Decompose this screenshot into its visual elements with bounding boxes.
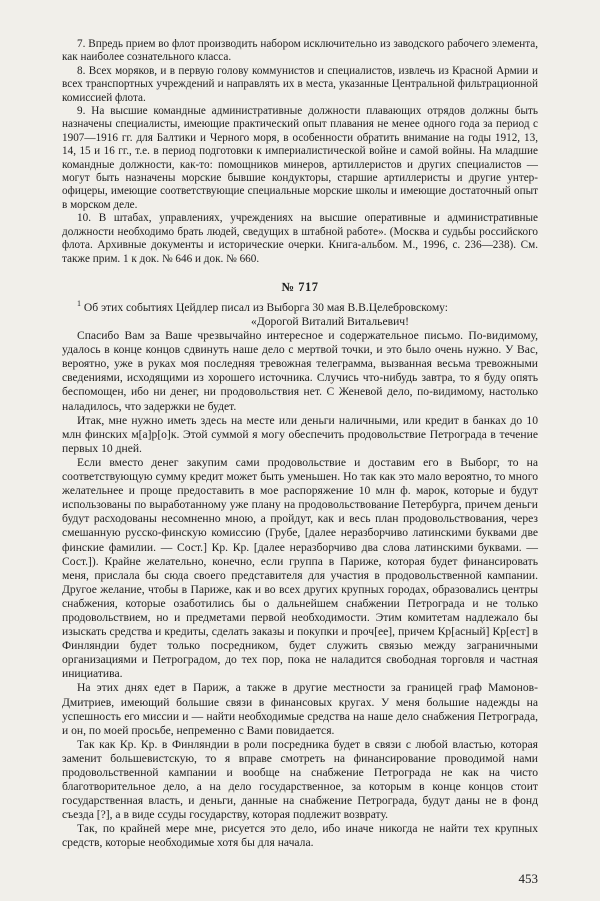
note-paragraph: 9. На высшие командные административные должности плавающих отрядов должны быть назначены специалисты, имеющие практический опыт плавания не менее одного года за период с 1907—1916 гг. для Балтики и Черного моря, в особенности обратить внимание на годы 1912, 13, 14, 15 и 16 гг., т.е. в период подготовки к империалистической войне и самой войны. На младшие командные должности, как-то: помощников минеров, артиллеристов и других специалистов — могут быть назначены морские бывшие кондукторы, старшие артиллеристы и другие унтер-офицеры, имеющие соответствующие специальные морские школы и имеющие достаточный опыт в морском деле. (62, 105, 538, 211)
letter-paragraph: Если вместо денег закупим сами продовольствие и доставим его в Выборг, то на соответствующую сумму кредит может быть уменьшен. Но так как это мало вероятно, то много желательнее и проще предоставить в мое распоряжение 10 млн ф. марок, которые и будут использованы по выработанному уже плану на продовольствование Петербурга, причем деньги будут расходованы несомненно мною, а пройдут, как и весь план продовольствования, через смешанную русско-финскую комиссию (Грубе, [далее неразборчиво латинскими буквами две финские фамилии. — Сост.] Кр. Кр. [далее неразборчиво два слова латинскими буквами. — Сост.]). Крайне желательно, конечно, если группа в Париже, которая будет финансировать меня, прислала бы сюда своего представителя для участия в продовольственной кампании. Другое желание, чтобы в Париже, как и во всех других крупных городах, образовались центры снабжения, которые озаботились бы о дальнейшем снабжении Петрограда и не только продовольствием, но и предметами первой необходимости. Этим комитетам надлежало бы изыскать средства и кредиты, сделать заказы и покупки и проч[ее], причем Кр[асный] Кр[ест] в Финляндии будет только посредником, будет служить связью между заграничными организациями и Петроградом, до тех пор, пока не наладится свободная торговля и частная инициатива. (62, 455, 538, 681)
letter-paragraph: Спасибо Вам за Ваше чрезвычайно интересное и содержательное письмо. По-видимому, удалось в конце концов сдвинуть наше дело с мертвой точки, и это было очень нужно. У Вас, вероятно, уже в руках моя последняя тревожная телеграмма, вызванная весьма тревожными сведениями, исходящими из хорошего источника. Случись что-нибудь завтра, то я буду опять беспомощен, ибо ни денег, ни продовольствия нет. С Женевой дело, по-видимому, настолько наладилось, что задержки не будет. (62, 329, 538, 413)
document-heading: № 717 (281, 279, 319, 294)
notes-section (62, 38, 538, 266)
note-paragraph: 7. Впредь прием во флот производить набором исключительно из заводского рабочего элемента, как наиболее сознательного класса. (62, 38, 538, 64)
page-number: 453 (518, 871, 538, 886)
letter-paragraph: Итак, мне нужно иметь здесь на месте или деньги наличными, или кредит в банках до 10 млн финских м[а]р[о]к. Этой суммой я могу обеспечить продовольствие Петрограда в течение первых 10 дней. (62, 413, 538, 455)
note-paragraph: 8. Всех моряков, и в первую голову коммунистов и специалистов, извлечь из Красной Армии и всех транспортных учреждений и направлять их в места, указанные Центральной фильтрационной комиссией флота. (62, 64, 538, 104)
note-paragraph: 10. В штабах, управлениях, учреждениях на высшие оперативные и административные должности необходимо брать людей, сведущих в штабной работе». (Москва и судьбы российского флота. Архивные документы и исторические очерки. Книга-альбом. М., 1996, с. 236—238). См. также прим. 1 к док. № 646 и док. № 660. (62, 212, 538, 265)
main-text (62, 301, 538, 851)
letter-paragraph: На этих днях едет в Париж, а также в другие местности за границей граф Мамонов-Дмитриев, имеющий большие связи в финансовых кругах. У меня большие надежды на успешность его миссии и — найти необходимые средства на наше дело снабжения Петрограда, и он, по моей просьбе, непременно с Вами повидается. (62, 681, 538, 737)
intro-paragraph (62, 301, 538, 315)
salutation: «Дорогой Виталий Витальевич! (251, 315, 409, 328)
letter-paragraph: Так как Кр. Кр. в Финляндии в роли посредника будет в связи с любой властью, которая заменит большевистскую, то я вправе смотреть на финансирование проводимой нами продовольственной кампании и вообще на снабжение Петрограда не как на чисто благотворительное дело, а на дело государственное, за которым в конце концов стоит государственная власть, и деньги, данные на снабжение Петрограда, будут даны не в фонд съезда [?], а в виде ссуды государству, которая подлежит возврату. (62, 737, 538, 822)
intro-text: Об этих событиях Цейдлер писал из Выборга 30 мая В.В.Целебровскому: (83, 300, 449, 314)
letter-paragraph: Так, по крайней мере мне, рисуется это дело, ибо иначе никогда не найти тех крупных средств, которые необходимые хотя бы для начала. (62, 822, 538, 850)
footnote-mark: 1 (77, 299, 81, 309)
